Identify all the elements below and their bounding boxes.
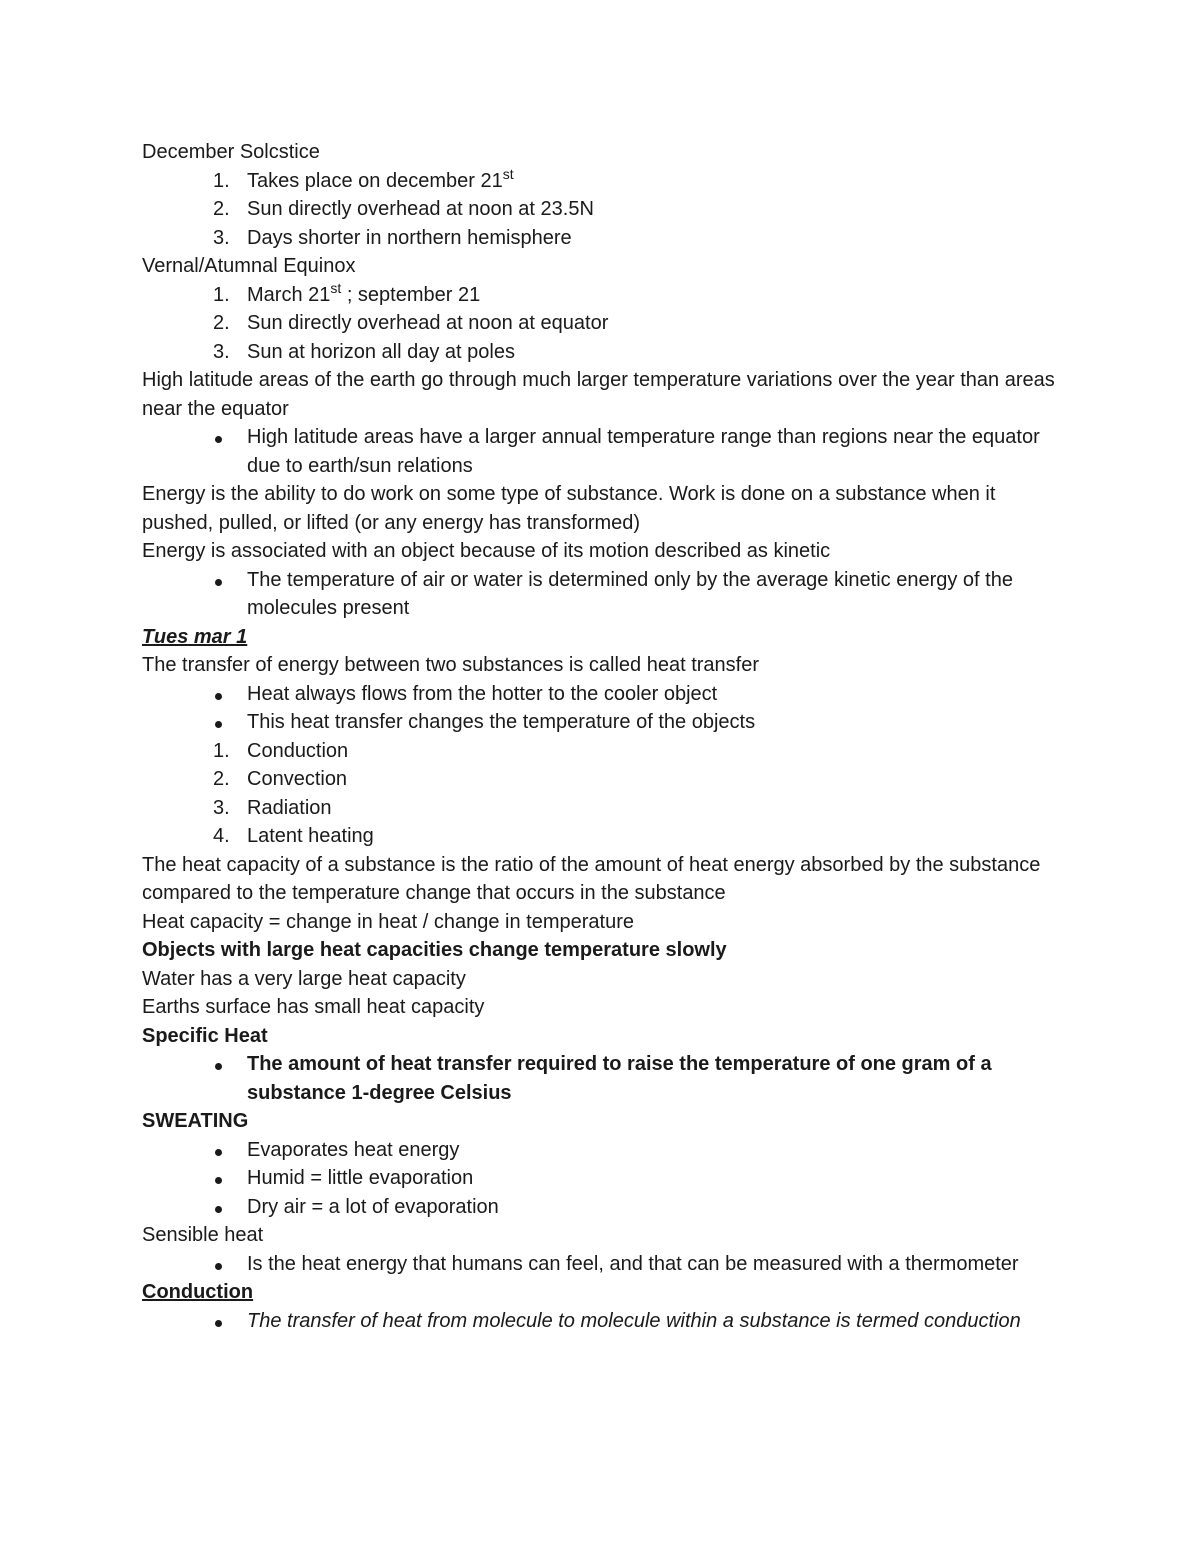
list-item-text: Evaporates heat energy bbox=[247, 1138, 460, 1161]
bullet-icon bbox=[215, 693, 222, 700]
bullet-icon bbox=[215, 1206, 222, 1213]
list-item bbox=[142, 281, 1062, 310]
list-item-text: Days shorter in northern hemisphere bbox=[247, 226, 572, 249]
list-item-text-continued: ; september 21 bbox=[341, 283, 481, 306]
paragraph-earth-surface: Earths surface has small heat capacity bbox=[142, 996, 485, 1018]
list-item bbox=[142, 765, 1062, 794]
list-number: 2. bbox=[213, 312, 230, 334]
solstice-list bbox=[142, 167, 1062, 253]
paragraph-bold-statement: Objects with large heat capacities change temperature slowly bbox=[142, 939, 727, 961]
bullet-icon bbox=[215, 1149, 222, 1156]
list-number: 3. bbox=[213, 226, 230, 249]
heading-conduction: Conduction bbox=[142, 1281, 254, 1303]
date-heading: Tues mar 1 bbox=[142, 625, 248, 648]
bullet-list bbox=[142, 1307, 1062, 1336]
list-item-text: Conduction bbox=[247, 739, 349, 762]
list-number: 4. bbox=[213, 825, 230, 847]
list-item-text: Dry air = a lot of evaporation bbox=[247, 1195, 499, 1218]
list-item bbox=[142, 822, 1062, 851]
list-item-text: Latent heating bbox=[247, 825, 374, 847]
superscript: st bbox=[502, 165, 514, 182]
bullet-icon bbox=[215, 721, 222, 728]
document-page bbox=[142, 138, 1062, 1335]
list-item bbox=[142, 737, 1062, 766]
list-item-text: The temperature of air or water is determined only by the average kinetic energy of the molecules present bbox=[247, 568, 1013, 619]
bullet-list bbox=[142, 566, 1062, 623]
bullet-list bbox=[142, 680, 1062, 737]
list-item-text: Sun directly overhead at noon at equator bbox=[247, 312, 609, 334]
heading-specific-heat: Specific Heat bbox=[142, 1024, 268, 1047]
heading-december-solstice: December Solcstice bbox=[142, 141, 320, 163]
list-item bbox=[142, 680, 1062, 709]
paragraph-energy-definition: Energy is the ability to do work on some type of substance. Work is done on a substance when it pushed, pulled, or lifted (or any energy has transformed) bbox=[142, 483, 996, 534]
list-item-text: Convection bbox=[247, 768, 348, 790]
list-item bbox=[142, 423, 1062, 480]
list-item bbox=[142, 224, 1062, 253]
list-item-text: Takes place on december 21 bbox=[247, 169, 503, 192]
list-number: 3. bbox=[213, 796, 230, 819]
list-number: 3. bbox=[213, 340, 230, 363]
conduction-heading-line bbox=[142, 1278, 1062, 1307]
list-item-text: March 21 bbox=[247, 283, 331, 306]
list-item-text: The transfer of heat from molecule to molecule within a substance is termed conduction bbox=[247, 1309, 1021, 1332]
list-item bbox=[142, 1250, 1062, 1279]
list-item bbox=[142, 167, 1062, 196]
list-item-text: Sun at horizon all day at poles bbox=[247, 340, 515, 363]
heading-sensible-heat: Sensible heat bbox=[142, 1224, 264, 1246]
date-heading-line bbox=[142, 623, 1062, 652]
superscript: st bbox=[330, 279, 342, 296]
bullet-icon bbox=[215, 579, 222, 586]
list-item-text: Is the heat energy that humans can feel, and that can be measured with a thermometer bbox=[247, 1252, 1019, 1275]
bullet-icon bbox=[215, 436, 222, 443]
list-item bbox=[142, 1050, 1062, 1107]
bullet-list bbox=[142, 423, 1062, 480]
list-item bbox=[142, 566, 1062, 623]
bullet-icon bbox=[215, 1177, 222, 1184]
paragraph-formula: Heat capacity = change in heat / change in temperature bbox=[142, 910, 634, 933]
list-item-text: Heat always flows from the hotter to the cooler object bbox=[247, 682, 718, 705]
bullet-icon bbox=[215, 1063, 222, 1070]
list-item bbox=[142, 338, 1062, 367]
list-number: 1. bbox=[213, 739, 230, 762]
list-item bbox=[142, 1164, 1062, 1193]
paragraph-heat-capacity: The heat capacity of a substance is the ratio of the amount of heat energy absorbed by the substance compared to the temperature change that occurs in the substance bbox=[142, 853, 1041, 904]
list-number: 2. bbox=[213, 198, 230, 220]
list-item-text: Sun directly overhead at noon at 23.5N bbox=[247, 198, 594, 220]
list-item bbox=[142, 195, 1062, 224]
bullet-icon bbox=[215, 1263, 222, 1270]
heading-equinox: Vernal/Atumnal Equinox bbox=[142, 255, 356, 277]
paragraph-water: Water has a very large heat capacity bbox=[142, 967, 466, 990]
bullet-icon bbox=[215, 1320, 222, 1327]
paragraph-kinetic-energy: Energy is associated with an object because of its motion described as kinetic bbox=[142, 540, 831, 562]
list-number: 1. bbox=[213, 283, 230, 306]
list-item bbox=[142, 708, 1062, 737]
list-number: 2. bbox=[213, 768, 230, 790]
list-item bbox=[142, 1193, 1062, 1222]
list-item bbox=[142, 309, 1062, 338]
list-item bbox=[142, 1307, 1062, 1336]
heat-transfer-methods-list bbox=[142, 737, 1062, 851]
list-item bbox=[142, 794, 1062, 823]
list-number: 1. bbox=[213, 169, 230, 192]
list-item-text: Radiation bbox=[247, 796, 332, 819]
bullet-list bbox=[142, 1250, 1062, 1279]
bullet-list bbox=[142, 1050, 1062, 1107]
list-item-text: This heat transfer changes the temperature of the objects bbox=[247, 711, 756, 733]
list-item bbox=[142, 1136, 1062, 1165]
paragraph-heat-transfer: The transfer of energy between two substances is called heat transfer bbox=[142, 654, 760, 676]
bullet-list bbox=[142, 1136, 1062, 1222]
list-item-text: The amount of heat transfer required to raise the temperature of one gram of a substance 1-degree Celsius bbox=[247, 1053, 992, 1104]
list-item-text: Humid = little evaporation bbox=[247, 1167, 474, 1189]
list-item-text: High latitude areas have a larger annual temperature range than regions near the equator due to earth/sun relations bbox=[247, 426, 1040, 477]
paragraph-high-latitude: High latitude areas of the earth go through much larger temperature variations over the year than areas near the equator bbox=[142, 369, 1055, 420]
heading-sweating: SWEATING bbox=[142, 1110, 249, 1132]
equinox-list bbox=[142, 281, 1062, 367]
